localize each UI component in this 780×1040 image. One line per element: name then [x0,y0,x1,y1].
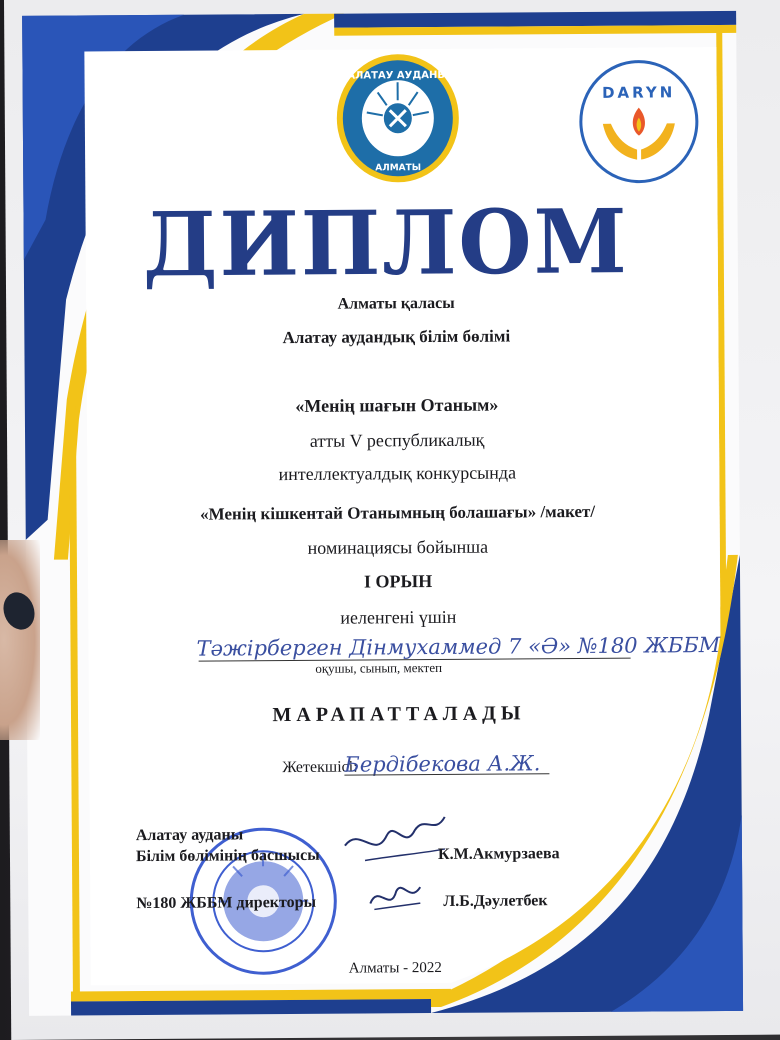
footer-city-year: Алматы - 2022 [348,959,442,977]
department-line: Алатау аудандық білім бөлімі [282,326,511,348]
svg-text:АЛАТАУ АУДАНЫ: АЛАТАУ АУДАНЫ [347,69,448,82]
daryn-logo [576,57,701,186]
contest-type-line-2: интеллектуалдық конкурсында [278,462,517,485]
hand [0,540,40,740]
diploma-paper [4,0,780,1040]
recipient-handwritten: Тәжірберген Дінмухаммед 7 «Ә» №180 ЖББМ [196,633,721,661]
svg-text:DARYN: DARYN [601,83,676,102]
nomination-suffix: номинациясы бойынша [307,536,489,558]
org2-name: Л.Б.Дәулетбек [443,892,548,910]
org1-line2: Білім бөлімінің басшысы [135,846,320,866]
diploma-title: ДИПЛОМ [142,189,629,297]
svg-text:АЛМАТЫ: АЛМАТЫ [375,163,422,174]
for-winning-line: иеленгені үшін [340,606,457,628]
top-band-blue [334,11,736,28]
bottom-band-blue [71,999,431,1016]
org1-line1: Алатау ауданы [135,826,244,845]
recipient-caption: оқушы, сынып, мектеп [315,659,443,676]
org1-name: К.М.Акмурзаева [437,845,560,863]
city-line: Алматы қаласы [337,294,455,313]
signature-1 [335,805,455,876]
supervisor-handwritten: Бердібекова А.Ж. [344,751,541,777]
alatau-emblem-logo [334,52,461,185]
supervisor-label: Жетекшісі: [282,758,358,777]
nomination-line: «Менің кішкентай Отанымның болашағы» /макет/ [200,501,596,524]
awarded-line: МАРАПАТТАЛАДЫ [272,702,526,727]
place-line: І ОРЫН [363,571,433,592]
signature-2 [360,873,430,919]
contest-type-line-1: атты V республикалық [309,429,485,451]
org2-title: №180 ЖББМ директоры [136,893,317,913]
contest-name: «Менің шағын Отаным» [295,394,499,416]
